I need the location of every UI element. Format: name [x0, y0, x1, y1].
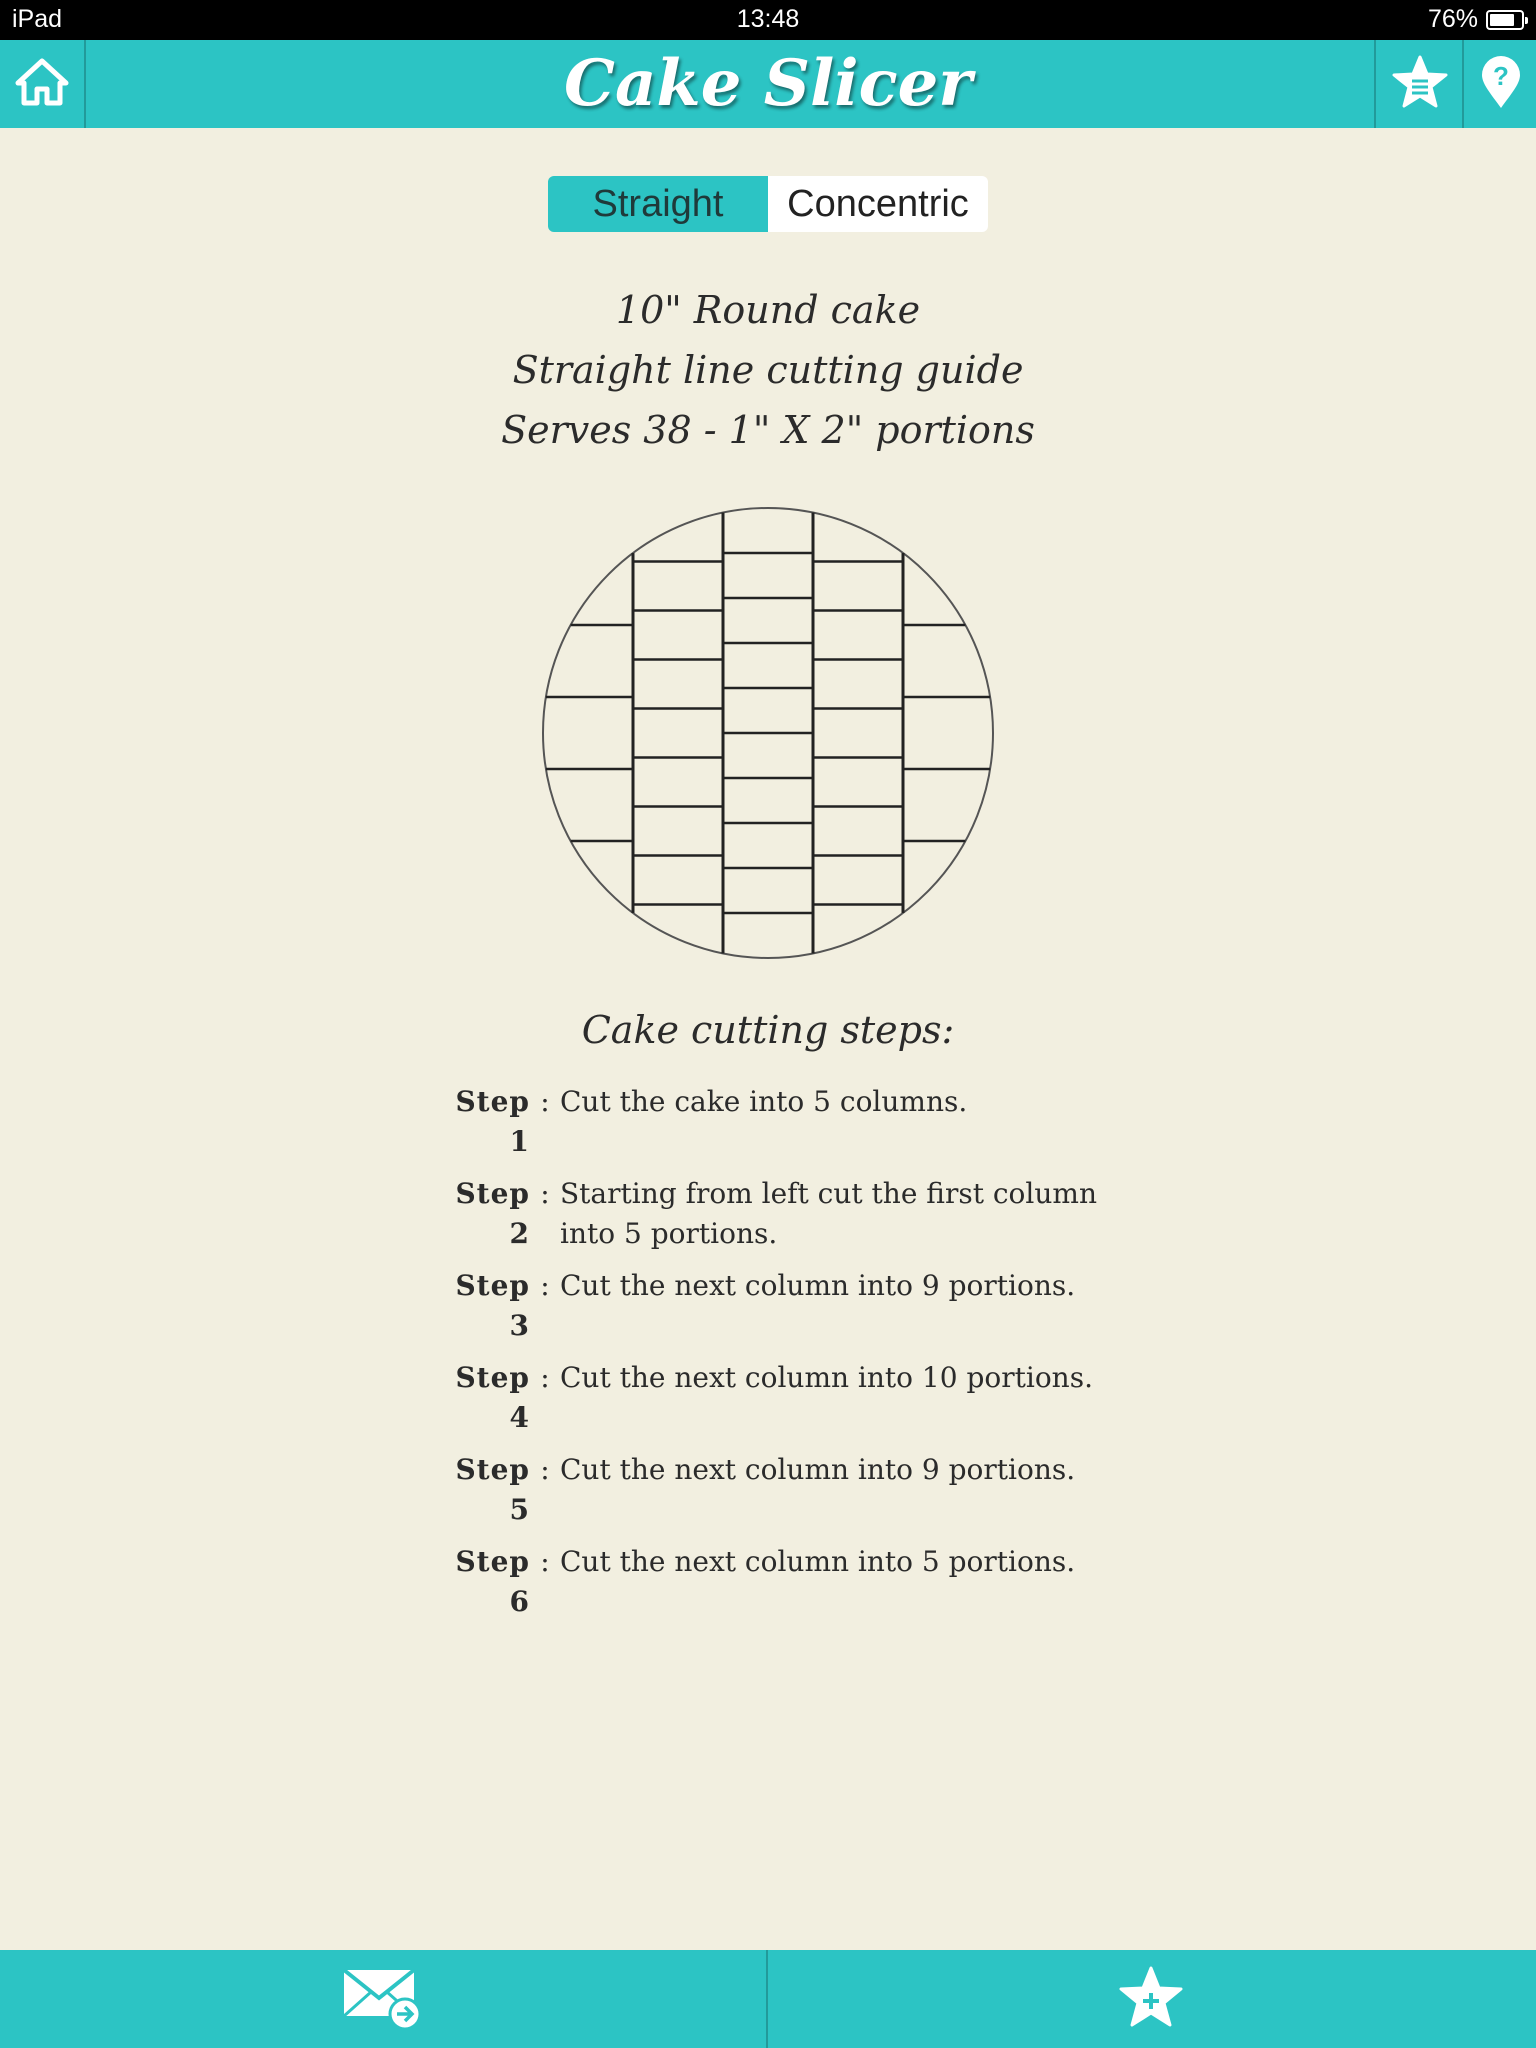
- app-header: [0, 40, 1536, 128]
- cake-size-line: 10" Round cake: [615, 288, 921, 332]
- battery-percent: 76%: [1427, 5, 1478, 33]
- step-text: Cut the next column into 5 portions.: [560, 1545, 1076, 1578]
- email-send-icon: [341, 1964, 425, 2035]
- step-label: Step 3: [455, 1269, 530, 1342]
- step-row: [430, 1542, 1130, 1622]
- email-button[interactable]: [0, 1950, 766, 2048]
- step-colon: :: [540, 1177, 550, 1210]
- step-colon: :: [540, 1085, 550, 1118]
- help-pin-icon: [1479, 54, 1523, 115]
- favorites-button[interactable]: [1374, 40, 1464, 128]
- segment-concentric[interactable]: Concentric: [768, 176, 988, 232]
- step-text: Starting from left cut the first column into 5 portions.: [560, 1177, 1097, 1250]
- app-title: Cake Slicer: [564, 46, 972, 121]
- device-label: iPad: [12, 5, 63, 33]
- home-icon: [15, 57, 69, 112]
- step-text: Cut the next column into 9 portions.: [560, 1269, 1076, 1302]
- servings-line: Serves 38 - 1" X 2" portions: [501, 408, 1035, 452]
- bottom-toolbar: [0, 1950, 1536, 2048]
- step-label: Step 5: [455, 1453, 530, 1526]
- steps-title: Cake cutting steps:: [581, 1008, 955, 1052]
- segment-straight[interactable]: Straight: [548, 176, 768, 232]
- home-button[interactable]: [0, 40, 86, 128]
- step-colon: :: [540, 1545, 550, 1578]
- step-row: [430, 1174, 1130, 1254]
- cut-type-segmented-control: [548, 176, 988, 232]
- step-colon: :: [540, 1453, 550, 1486]
- cake-cutting-diagram: [540, 505, 996, 961]
- step-row: [430, 1358, 1130, 1438]
- step-label: Step 1: [455, 1085, 530, 1158]
- help-button[interactable]: [1462, 40, 1536, 128]
- steps-list: [430, 1082, 1130, 1634]
- star-list-icon: [1391, 54, 1449, 115]
- step-row: [430, 1082, 1130, 1162]
- step-text: Cut the next column into 9 portions.: [560, 1453, 1076, 1486]
- step-text: Cut the next column into 10 portions.: [560, 1361, 1093, 1394]
- clock: 13:48: [736, 5, 800, 33]
- step-label: Step 6: [455, 1545, 530, 1618]
- step-row: [430, 1450, 1130, 1530]
- cake-description: [0, 280, 1536, 460]
- step-label: Step 4: [455, 1361, 530, 1434]
- step-text: Cut the cake into 5 columns.: [560, 1085, 968, 1118]
- step-colon: :: [540, 1361, 550, 1394]
- guide-type-line: Straight line cutting guide: [512, 348, 1024, 392]
- add-favorite-button[interactable]: [768, 1950, 1534, 2048]
- status-bar: [0, 0, 1536, 40]
- step-label: Step 2: [455, 1177, 530, 1250]
- battery-icon: [1486, 10, 1524, 30]
- step-row: [430, 1266, 1130, 1346]
- svg-text:?: ?: [1493, 60, 1509, 91]
- step-colon: :: [540, 1269, 550, 1302]
- star-add-icon: [1118, 1965, 1184, 2034]
